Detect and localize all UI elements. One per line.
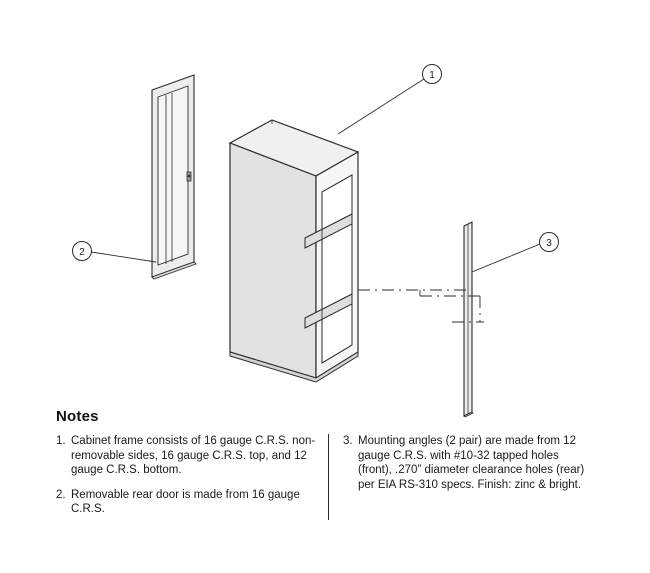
note-text: Mounting angles (2 pair) are made from 12 gauge C.R.S. with #10-32 tapped holes (front), .270” diameter clearance holes (rear) per EIA RS-310 specs. Finish: zinc & bright. — [358, 435, 585, 491]
notes-title: Notes — [56, 408, 99, 425]
callout-3-leader — [472, 244, 540, 272]
callout-1-leader — [338, 79, 424, 134]
notes-section — [56, 408, 596, 527]
callout-3 — [472, 233, 559, 273]
note-text: Removable rear door is made from 16 gauge C.R.S. — [71, 488, 300, 515]
cabinet-left-side-panel — [230, 143, 316, 378]
note-item — [56, 434, 320, 478]
note-number: 1. — [56, 435, 66, 447]
callout-3-label: 3 — [546, 238, 552, 249]
notes-column-right — [328, 434, 590, 520]
callout-2-leader — [91, 252, 156, 262]
rear-door-part — [152, 75, 196, 279]
callout-2 — [73, 242, 157, 263]
callout-2-label: 2 — [79, 247, 85, 258]
cabinet-frame-part — [230, 120, 358, 382]
rear-door-latch-pin — [188, 175, 191, 178]
notes-column-left — [56, 434, 328, 527]
mounting-angle-part — [464, 222, 473, 417]
note-item — [343, 434, 590, 492]
callout-1 — [338, 65, 442, 135]
callout-1-label: 1 — [429, 70, 435, 81]
note-number: 2. — [56, 488, 66, 501]
notes-columns — [56, 434, 596, 527]
note-number: 3. — [343, 435, 353, 447]
note-text: Cabinet frame consists of 16 gauge C.R.S. non-removable sides, 16 gauge C.R.S. top, and 12 gauge C.R.S. bottom. — [71, 435, 316, 476]
rear-door-inner-recess — [158, 86, 188, 265]
note-item — [56, 488, 320, 517]
cabinet-front-opening — [322, 175, 352, 363]
